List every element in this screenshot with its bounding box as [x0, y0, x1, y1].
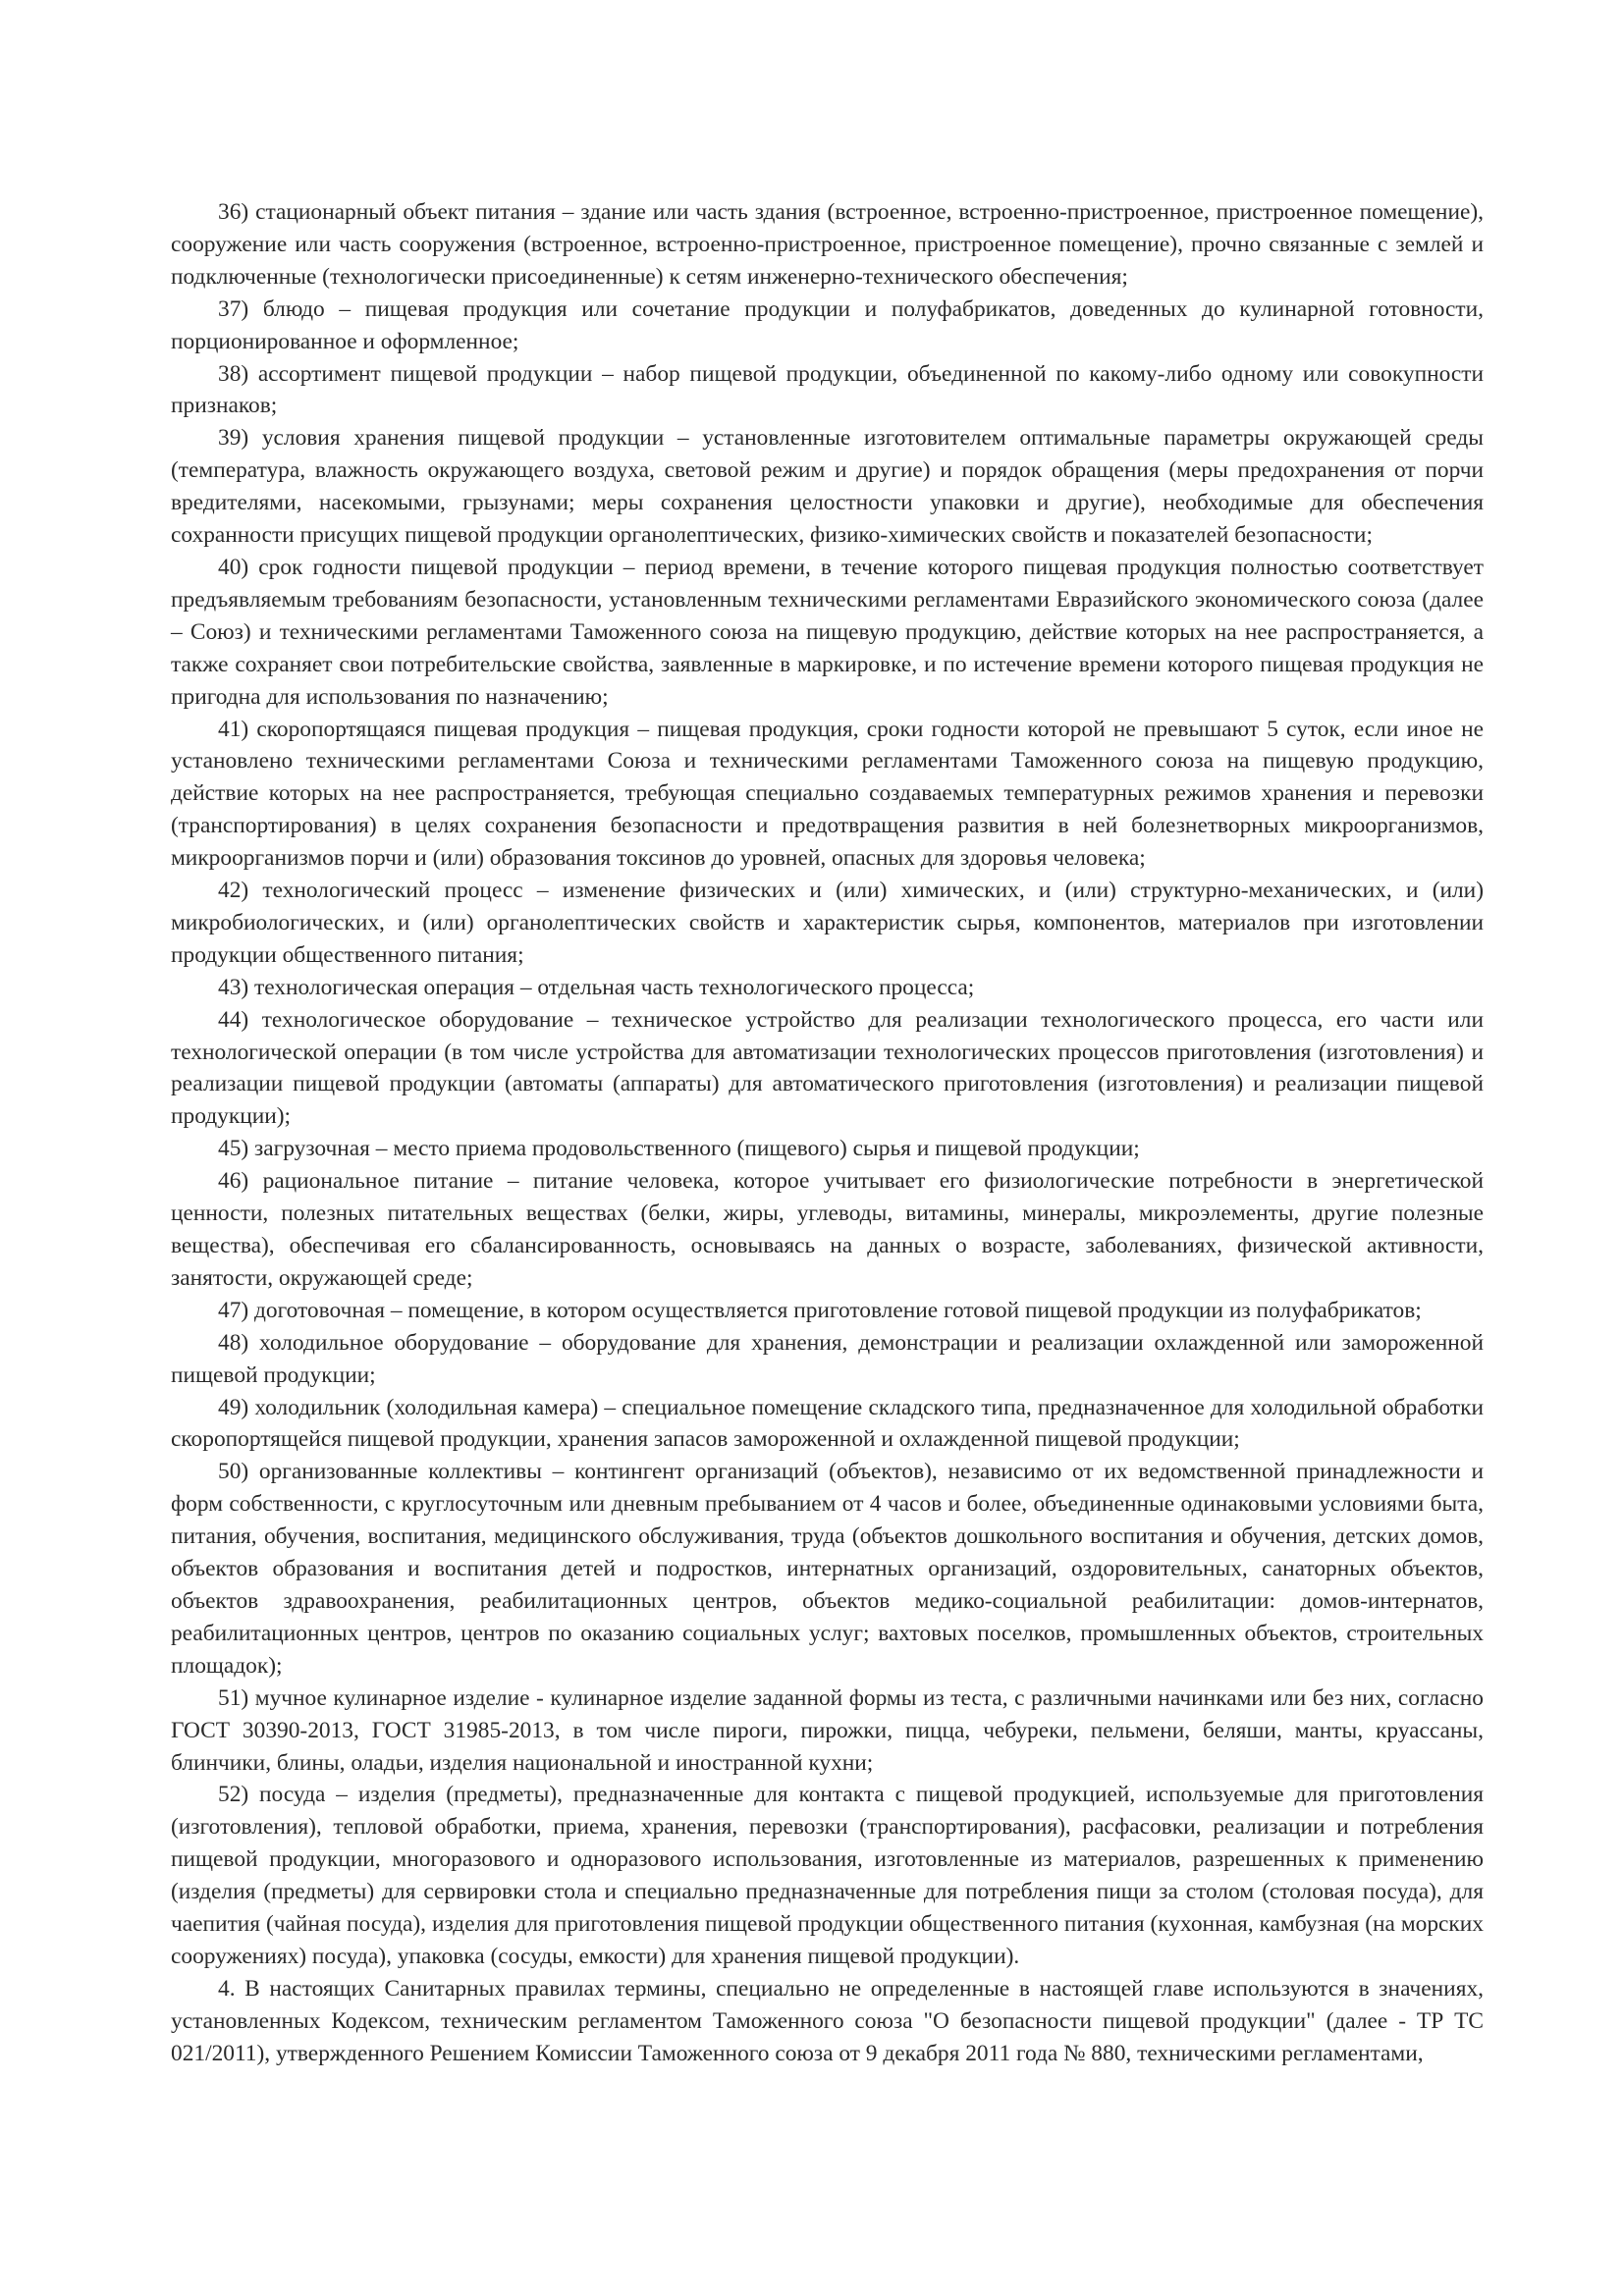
definition-41: 41) скоропортящаяся пищевая продукция – пищевая продукция, сроки годности которой не превышают 5 суток, если иное не установлено техническими регламентами Союза и техническими регламентами Таможенного союза на пищевую продукцию, действие которых на нее распространяется, требующая специально создаваемых температурных режимов хранения и перевозки (транспортирования) в целях сохранения безопасности и предотвращения развития в ней болезнетворных микроорганизмов, микроорганизмов порчи и (или) образования токсинов до уровней, опасных для здоровья человека;	[171, 716, 1484, 872]
definition-47: 47) доготовочная – помещение, в котором осуществляется приготовление готовой пищевой продукции из полуфабрикатов;	[218, 1297, 1422, 1323]
definition-42: 42) технологический процесс – изменение физических и (или) химических, и (или) структурно-механических, и (или) микробиологических, и (или) органолептических свойств и характеристик сырья, компонентов, материалов при изготовлении продукции общественного питания;	[171, 878, 1484, 968]
definition-43: 43) технологическая операция – отдельная часть технологического процесса;	[218, 974, 975, 1000]
definition-36: 36) стационарный объект питания – здание или часть здания (встроенное, встроенно-пристроенное, пристроенное помещение), сооружение или часть сооружения (встроенное, встроенно-пристроенное, пристроенное помещение), прочно связанные с землей и подключенные (технологически присоединенные) к сетям инженерно-технического обеспечения;	[171, 199, 1484, 290]
definition-44: 44) технологическое оборудование – техническое устройство для реализации технологического процесса, его части или технологической операции (в том числе устройства для автоматизации технологических процессов приготовления (изготовления) и реализации пищевой продукции (автоматы (аппараты) для автоматического приготовления (изготовления) и реализации пищевой продукции);	[171, 1006, 1484, 1130]
definition-45: 45) загрузочная – место приема продовольственного (пищевого) сырья и пищевой продукции;	[218, 1136, 1140, 1162]
definition-52: 52) посуда – изделия (предметы), предназначенные для контакта с пищевой продукцией, используемые для приготовления (изготовления), тепловой обработки, приема, хранения, перевозки (транспортирования), расфасовки, реализации и потребления пищевой продукции, многоразового и одноразового использования, изготовленные из материалов, разрешенных к применению (изделия (предметы) для сервировки стола и специально предназначенные для потребления пищи за столом (столовая посуда), для чаепития (чайная посуда), изделия для приготовления пищевой продукции общественного питания (кухонная, камбузная (на морских сооружениях) посуда), упаковка (сосуды, емкости) для хранения пищевой продукции).	[171, 1782, 1484, 1969]
definition-51: 51) мучное кулинарное изделие - кулинарное изделие заданной формы из теста, с различными начинками или без них, согласно ГОСТ 30390-2013, ГОСТ 31985-2013, в том числе пироги, пирожки, пицца, чебуреки, пельмени, беляши, манты, круассаны, блинчики, блины, оладьи, изделия национальной и иностранной кухни;	[171, 1684, 1484, 1776]
definition-46: 46) рациональное питание – питание человека, которое учитывает его физиологические потребности в энергетической ценности, полезных питательных веществах (белки, жиры, углеводы, витамины, минералы, микроэлементы, другие полезные вещества), обеспечивая его сбалансированность, основываясь на данных о возрасте, заболеваниях, физической активности, занятости, окружающей среде;	[171, 1168, 1484, 1291]
definition-38: 38) ассортимент пищевой продукции – набор пищевой продукции, объединенной по какому-либо одному или совокупности признаков;	[171, 360, 1484, 419]
definition-49: 49) холодильник (холодильная камера) – специальное помещение складского типа, предназначенное для холодильной обработки скоропортящейся пищевой продукции, хранения запасов замороженной и охлажденной пищевой продукции;	[171, 1394, 1484, 1453]
definition-40: 40) срок годности пищевой продукции – период времени, в течение которого пищевая продукция полностью соответствует предъявляемым требованиям безопасности, установленным техническими регламентами Евразийского экономического союза (далее – Союз) и техническими регламентами Таможенного союза на пищевую продукцию, действие которых на нее распространяется, а также сохраняет свои потребительские свойства, заявленные в маркировке, и по истечение времени которого пищевая продукция не пригодна для использования по назначению;	[171, 554, 1484, 710]
definition-39: 39) условия хранения пищевой продукции – установленные изготовителем оптимальные параметры окружающей среды (температура, влажность окружающего воздуха, световой режим и другие) и порядок обращения (меры предохранения от порчи вредителями, насекомыми, грызунами; меры сохранения целостности упаковки и другие), необходимые для обеспечения сохранности присущих пищевой продукции органолептических, физико-химических свойств и показателей безопасности;	[171, 425, 1484, 549]
definition-37: 37) блюдо – пищевая продукция или сочетание продукции и полуфабрикатов, доведенных до кулинарной готовности, порционированное и оформленное;	[171, 295, 1484, 354]
document-page	[171, 196, 1484, 2070]
definition-50: 50) организованные коллективы – контингент организаций (объектов), независимо от их ведомственной принадлежности и форм собственности, с круглосуточным или дневным пребыванием от 4 часов и более, объединенные одинаковыми условиями быта, питания, обучения, воспитания, медицинского обслуживания, труда (объектов дошкольного воспитания и обучения, детских домов, объектов образования и воспитания детей и подростков, интернатных организаций, оздоровительных, санаторных объектов, объектов здравоохранения, реабилитационных центров, объектов медико-социальной реабилитации: домов-интернатов, реабилитационных центров, центров по оказанию социальных услуг; вахтовых поселков, промышленных объектов, строительных площадок);	[171, 1459, 1484, 1679]
section-4-paragraph: 4. В настоящих Санитарных правилах термины, специально не определенные в настоящей главе используются в значениях, установленных Кодексом, техническим регламентом Таможенного союза "О безопасности пищевой продукции" (далее - ТР ТС 021/2011), утвержденного Решением Комиссии Таможенного союза от 9 декабря 2011 года № 880, техническими регламентами,	[171, 1975, 1484, 2066]
definition-48: 48) холодильное оборудование – оборудование для хранения, демонстрации и реализации охлажденной или замороженной пищевой продукции;	[171, 1329, 1484, 1388]
